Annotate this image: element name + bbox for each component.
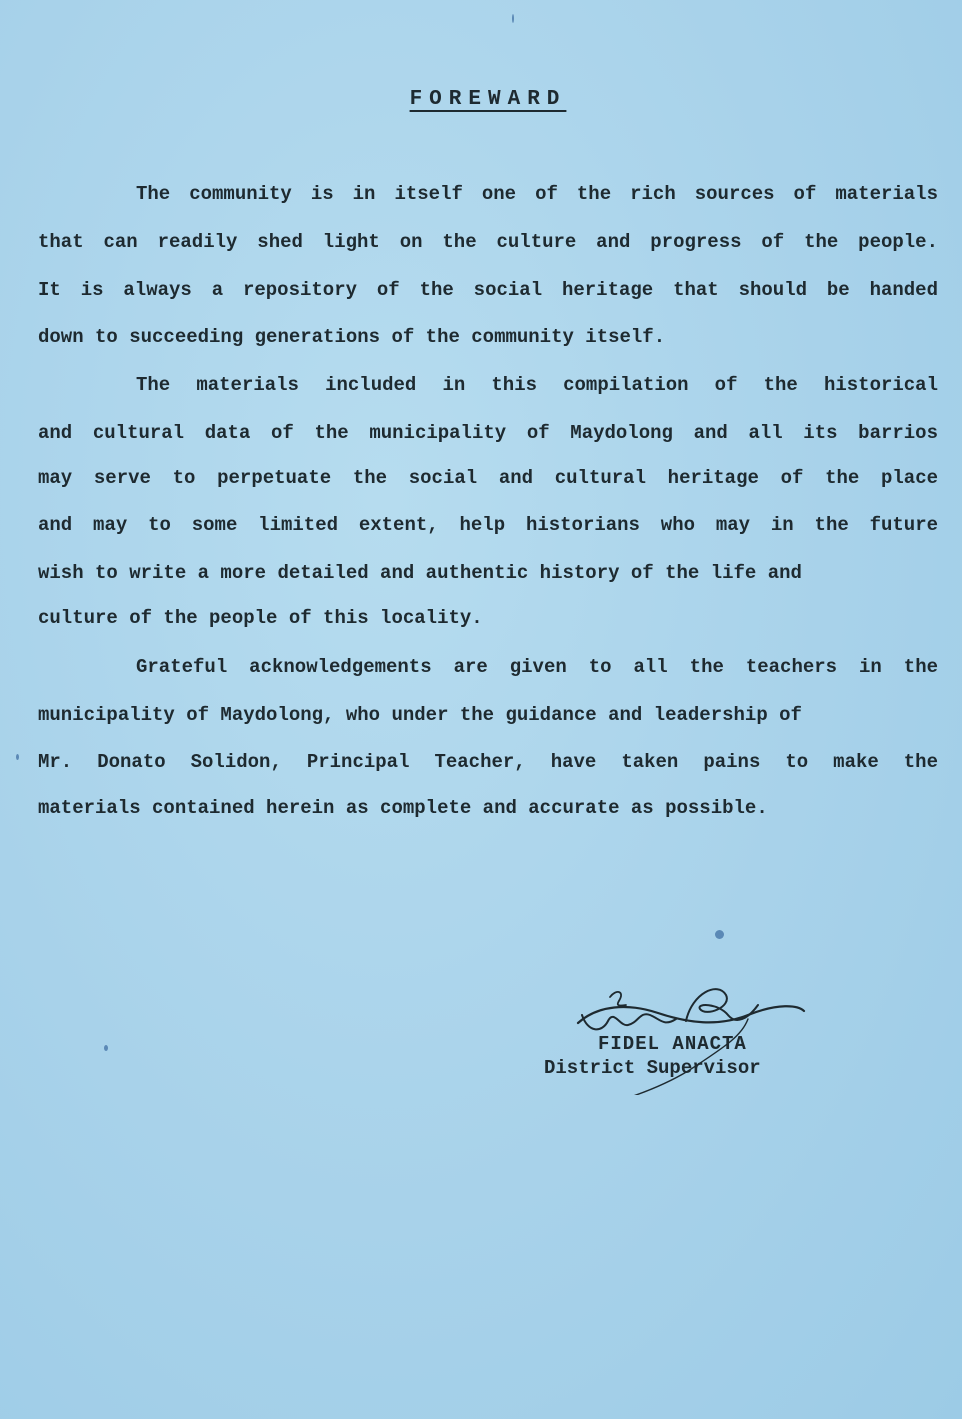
- paragraph-3-line-2: municipality of Maydolong, who under the guidance and leadership of: [38, 704, 802, 726]
- paragraph-2-line-2: and cultural data of the municipality of Maydolong and all its barrios: [38, 422, 938, 444]
- paragraph-1-line-2: that can readily shed light on the culture and progress of the people.: [38, 231, 938, 253]
- paragraph-1-line-1: The community is in itself one of the rich sources of materials: [136, 183, 938, 205]
- paragraph-2-line-3: may serve to perpetuate the social and cultural heritage of the place: [38, 467, 938, 489]
- signatory-title: District Supervisor: [544, 1057, 761, 1079]
- paragraph-1-line-4: down to succeeding generations of the community itself.: [38, 326, 666, 348]
- paragraph-1-line-3: It is always a repository of the social heritage that should be handed: [38, 279, 938, 301]
- paragraph-3-line-3: Mr. Donato Solidon, Principal Teacher, have taken pains to make the: [38, 751, 938, 773]
- paragraph-2-line-1: The materials included in this compilation of the historical: [136, 374, 938, 396]
- paragraph-2-line-4: and may to some limited extent, help historians who may in the future: [38, 514, 938, 536]
- paragraph-3-line-4: materials contained herein as complete and accurate as possible.: [38, 797, 768, 819]
- ink-speck: [715, 930, 724, 939]
- paragraph-2-line-5: wish to write a more detailed and authentic history of the life and: [38, 562, 802, 584]
- page-title: FOREWARD: [409, 88, 567, 111]
- ink-speck: [512, 14, 514, 23]
- paragraph-3-line-1: Grateful acknowledgements are given to all the teachers in the: [136, 656, 938, 678]
- paragraph-2-line-6: culture of the people of this locality.: [38, 607, 483, 629]
- signatory-name: FIDEL ANACTA: [598, 1033, 747, 1055]
- ink-speck: [16, 754, 19, 760]
- ink-speck: [104, 1045, 108, 1051]
